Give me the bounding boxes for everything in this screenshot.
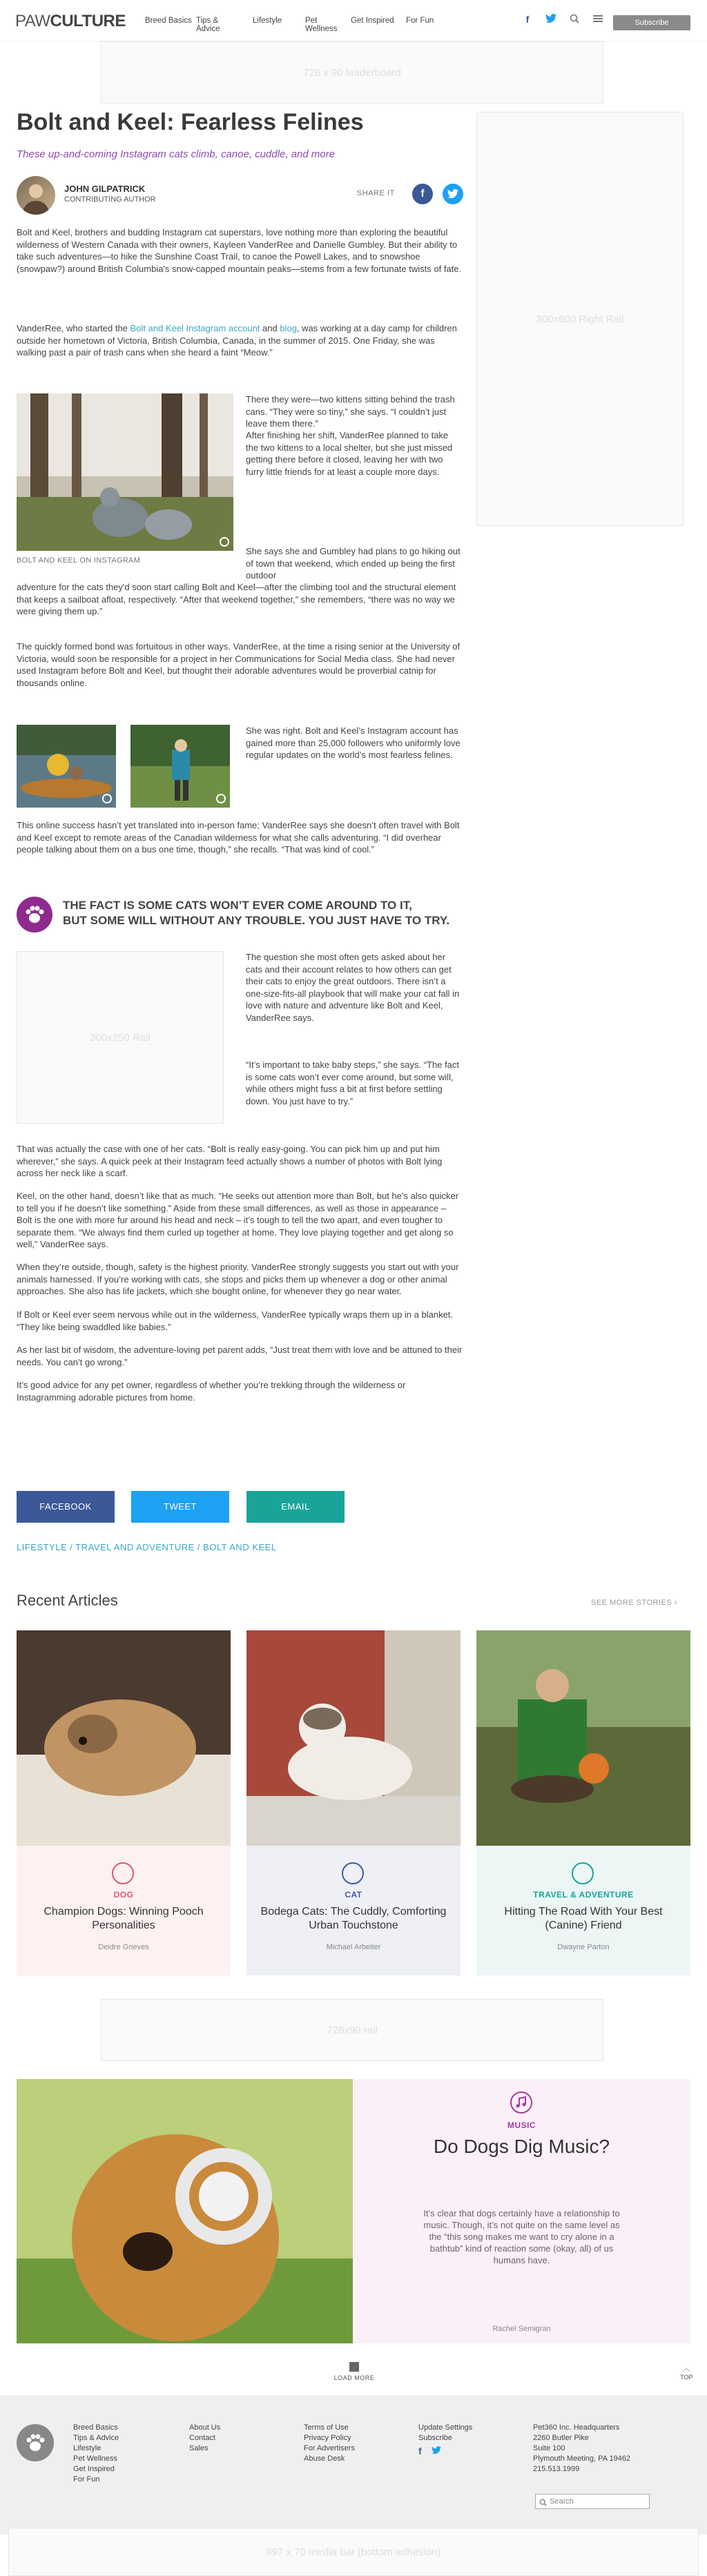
search-placeholder: Search (550, 2497, 574, 2506)
card-image[interactable] (17, 1630, 231, 1846)
back-to-top-button[interactable] (680, 2362, 693, 2381)
zoom-icon[interactable] (220, 537, 229, 547)
nav-pet-wellness[interactable]: Pet Wellness (305, 17, 338, 33)
card-category: DOG (113, 1890, 134, 1900)
paragraph-11: That was actually the case with one of her cats. “Bolt is really easy-going. You can pick him up and put him wherever,” she says. A quick peek at their Instagram feed actually shows a number of photos with Bolt lying across her neck like a scarf. (17, 1144, 443, 1178)
footer-link[interactable]: Subscribe (418, 2434, 452, 2442)
article-title: Bolt and Keel: Fearless Felines (17, 109, 364, 135)
footer-link[interactable]: Contact (189, 2434, 215, 2442)
cats-forest-photo[interactable] (17, 393, 233, 551)
card-title[interactable]: Champion Dogs: Winning Pooch Personalities (43, 1906, 204, 1931)
paragraph-16: It’s good advice for any pet owner, regardless of whether you’re trekking through the wilderness or Instagramming adorable pictures from home. (17, 1380, 406, 1403)
share-facebook-icon[interactable]: f (412, 184, 433, 204)
recent-card-dog[interactable] (17, 1630, 231, 1975)
paragraph-13: When they’re outside, though, safety is the highest priority. VanderRee strongly suggests you start out with your animals harnessed. If you’re working with cats, she stops and picks them up whenever a dog or other animal approaches. She also has life jackets, which she bought online, for whenever they go near water. (17, 1262, 459, 1296)
address-line: Pet360 Inc. Headquarters (533, 2423, 620, 2432)
twitter-icon[interactable] (545, 14, 556, 25)
address-line: 2260 Butler Pike (533, 2434, 589, 2442)
card-footer (476, 1846, 690, 1975)
card-image[interactable] (246, 1630, 461, 1846)
footer-link[interactable]: Get Inspired (73, 2465, 115, 2473)
footer-link[interactable]: Terms of Use (304, 2423, 349, 2432)
paragraph-9: The question she most often gets asked about her cats and their account relates to how others can get their cats to enjoy the great outdoors. There isn’t a one-size-fits-all playbook that will make your cat fall in love with nature and adventure like Bolt and Keel, VanderRee says. (246, 952, 460, 1023)
share-twitter-icon[interactable] (443, 184, 463, 204)
main-nav (145, 17, 440, 33)
address-line: Suite 100 (533, 2444, 565, 2452)
recent-card-cat[interactable] (246, 1630, 461, 1975)
p2-text-a: VanderRee, who started the (17, 323, 130, 333)
pull-quote-text (63, 898, 449, 928)
subscribe-button[interactable]: Subscribe (613, 15, 690, 30)
card-category: TRAVEL & ADVENTURE (533, 1890, 634, 1900)
zoom-icon[interactable] (216, 794, 226, 803)
footer-search-input[interactable] (535, 2494, 650, 2509)
logo-bold: CULTURE (50, 12, 126, 30)
paragraph-5b: adventure for the cats they'd soon start calling Bolt and Keel—after the climbing tool and the structural element that keeps a sailboat afloat, respectively. “After that weekend together,” she remembers, “there was no way we were giving them up.” (17, 582, 456, 616)
author-avatar[interactable] (17, 176, 55, 215)
author-role: CONTRIBUTING AUTHOR (64, 195, 156, 204)
paragraph-7: She was right. Bolt and Keel’s Instagram account has gained more than 25,000 followers who uniformly love regular updates on the world’s most fearless felines. (246, 725, 461, 760)
footer-link[interactable]: Pet Wellness (73, 2455, 117, 2463)
site-logo[interactable] (15, 12, 126, 31)
article-subtitle: These up-and-coming Instagram cats climb, canoe, cuddle, and more (17, 148, 336, 160)
site-footer (0, 2395, 707, 2535)
article-tags[interactable]: LIFESTYLE / TRAVEL AND ADVENTURE / BOLT AND KEEL (17, 1542, 277, 1552)
email-share-button[interactable]: EMAIL (246, 1491, 345, 1523)
blog-link[interactable]: blog (280, 323, 297, 333)
paragraph-4: After finishing her shift, VanderRee planned to take the two kittens to a local shelter, but she just missed getting there before it closed, leaving her with two furry little friends for at least a couple more days. (246, 430, 453, 477)
tweet-button[interactable]: TWEET (131, 1491, 229, 1523)
card-image[interactable] (476, 1630, 690, 1846)
nav-lifestyle[interactable]: Lifestyle (253, 17, 282, 25)
dog-icon (112, 1862, 134, 1884)
leaderboard-ad[interactable]: 728 x 90 leaderboard (101, 41, 603, 104)
paragraph-5a: She says she and Gumbley had plans to go hiking out of town that weekend, which ended up being the first outdoor (246, 546, 461, 580)
footer-link[interactable]: Abuse Desk (304, 2455, 345, 2463)
feature-dog-headphones-image[interactable] (17, 2079, 353, 2343)
recent-articles-title: Recent Articles (17, 1592, 118, 1609)
card-category: CAT (345, 1890, 362, 1900)
pull-quote-line-1: THE FACT IS SOME CATS WON’T EVER COME AROUND TO IT, (63, 899, 412, 912)
paragraph-10: “It’s important to take baby steps,” she says. “The fact is some cats won’t ever come around, but some will, while others might fuss a bit at first before settling down. You just have to try.” (246, 1060, 460, 1106)
share-label: SHARE IT (357, 189, 395, 197)
footer-link[interactable]: Lifestyle (73, 2444, 101, 2452)
footer-facebook-icon[interactable]: f (418, 2446, 422, 2457)
rail-728x90-ad[interactable]: 728x90 rail (101, 1999, 603, 2061)
card-title[interactable]: Hitting The Road With Your Best (Canine) Friend (504, 1906, 663, 1931)
footer-link[interactable]: Breed Basics (73, 2423, 118, 2432)
pull-quote-line-2: BUT SOME WILL WITHOUT ANY TROUBLE. YOU JUST HAVE TO TRY. (63, 914, 450, 927)
card-footer (17, 1846, 231, 1975)
load-more-label: LOAD MORE (333, 2374, 375, 2381)
media-bar-ad[interactable]: 997 x 70 media bar (bottom adhesion) (8, 2528, 699, 2576)
menu-icon[interactable] (592, 14, 603, 25)
download-icon (349, 2362, 359, 2372)
to-top-label: TOP (680, 2374, 693, 2381)
nav-breed-basics[interactable]: Breed Basics (145, 17, 192, 25)
footer-link[interactable]: Update Settings (418, 2423, 473, 2432)
recent-card-travel[interactable] (476, 1630, 690, 1975)
site-header (0, 0, 707, 41)
card-author: Deidre Grieves (98, 1943, 149, 1951)
feature-panel (353, 2079, 690, 2343)
footer-nav-column (73, 2423, 119, 2485)
author-name[interactable]: JOHN GILPATRICK (64, 184, 146, 194)
search-icon[interactable] (569, 14, 580, 25)
card-footer (246, 1846, 461, 1975)
zoom-icon[interactable] (102, 794, 112, 803)
canoe-photo[interactable] (17, 725, 116, 808)
footer-paw-logo[interactable] (17, 2424, 54, 2461)
photo-caption: BOLT AND KEEL ON INSTAGRAM (17, 556, 141, 565)
feature-text: It’s clear that dogs certainly have a relationship to music. Though, it’s not quite on the same level as the “this song makes me want to cry alone in a bathtub” kind of reaction some (okay, all) of us humans have. (423, 2208, 620, 2265)
nav-for-fun[interactable]: For Fun (406, 17, 434, 25)
music-icon (510, 2091, 532, 2114)
hiking-photo[interactable] (130, 725, 230, 808)
logo-light: PAW (15, 12, 50, 30)
p2-text-b: and (260, 323, 280, 333)
footer-link[interactable]: About Us (189, 2423, 221, 2432)
search-icon (539, 2497, 547, 2511)
instagram-account-link[interactable]: Bolt and Keel Instagram account (130, 323, 260, 333)
see-more-stories-link[interactable]: SEE MORE STORIES › (591, 1599, 677, 1607)
facebook-icon[interactable]: f (525, 14, 530, 25)
footer-link[interactable]: Privacy Policy (304, 2434, 351, 2442)
right-rail-ad[interactable]: 300x600 Right Rail (476, 112, 684, 526)
address-line: Plymouth Meeting, PA 19462 (533, 2455, 631, 2463)
paragraph-6: The quickly formed bond was fortuitous in other ways. VanderRee, at the time a rising senior at the University of Victoria, would soon be responsible for a project in her Communications for Social Media class. She had never used Instagram before Bolt and Keel, but thought their adorable adventures would be proverbial catnip for thousands online. (17, 641, 461, 688)
feature-title[interactable]: Do Dogs Dig Music? (433, 2136, 610, 2157)
p2-text-c: , was working at a day camp for children outside her hometown of Victoria, British Columbia, Canada, in the summer of 2015. One Friday, she was walking past a pair of trash cans when she heard a faint “Meow.” (17, 323, 457, 358)
card-author: Michael Arbeiter (326, 1943, 381, 1951)
footer-twitter-icon[interactable] (432, 2446, 441, 2458)
rail-300x250-ad[interactable]: 300x250 Rail (17, 951, 224, 1124)
footer-link[interactable]: Sales (189, 2444, 209, 2452)
load-more-button[interactable] (330, 2362, 378, 2381)
footer-settings-column (418, 2423, 472, 2458)
nav-tips-advice[interactable]: Tips & Advice (196, 17, 220, 33)
cat-icon (342, 1862, 364, 1884)
nav-get-inspired[interactable]: Get Inspired (351, 17, 394, 25)
footer-link[interactable]: For Fun (73, 2475, 100, 2484)
chevron-up-icon: ︿ (682, 2363, 691, 2373)
paragraph-12: Keel, on the other hand, doesn’t like that as much. “He seeks out attention more than Bolt, but he’s also quicker to tell you if he doesn’t like something.” Aside from these small differences, as well as those in appearance – Bolt is the one with more fur around his head and neck – it’s tough to tell the two apart, and even tougher to separate them. “We always find them curled up together at home. They love playing together and get along so well,” VanderRee says. (17, 1191, 459, 1249)
footer-legal-column (304, 2423, 355, 2464)
address-line: 215.513.1999 (533, 2465, 580, 2473)
feature-author: Rachel Semigran (492, 2325, 551, 2333)
footer-company-column (189, 2423, 220, 2454)
pull-quote (17, 894, 472, 935)
paragraph-3: There they were—two kittens sitting behind the trash cans. “They were so tiny,” she says. “I couldn’t just leave them there.” (246, 394, 455, 429)
paragraph-15: As her last bit of wisdom, the adventure-loving pet parent adds, “Just treat them with love and be attuned to their needs. You can’t go wrong.” (17, 1345, 463, 1367)
paragraph-1: Bolt and Keel, brothers and budding Instagram cat superstars, love nothing more than exploring the beautiful wilderness of Western Canada with their owners, Kayleen VanderRee and Danielle Gumbley. But their ability to take such adventures—to hike the Sunshine Coast Trail, to canoe the Powell Lakes, and to snowshoe (snowpaw?) around British Columbia's snow-capped mountain peaks—stems from a few fortunate twists of fate. (17, 227, 462, 274)
paragraph-14: If Bolt or Keel ever seem nervous while out in the wilderness, VanderRee typically wraps them up in a blanket. “They like being swaddled like babies.” (17, 1309, 454, 1332)
card-title[interactable]: Bodega Cats: The Cuddly, Comforting Urban Touchstone (260, 1906, 447, 1931)
facebook-share-button[interactable]: FACEBOOK (17, 1491, 115, 1523)
footer-link[interactable]: For Advertisers (304, 2444, 355, 2452)
compass-icon (572, 1862, 594, 1884)
header-icons (522, 14, 603, 25)
card-author: Dwayne Parton (557, 1943, 610, 1951)
paragraph-8: This online success hasn’t yet translated into in-person fame; VanderRee says she doesn’t often travel with Bolt and Keel except to remote areas of the Canadian wilderness for what she calls adventuring. “I did overhear people talking about them on a bus one time, though,” she recalls. “That was kind of cool.” (17, 820, 460, 855)
paragraph-2 (17, 322, 463, 359)
feature-category: MUSIC (507, 2120, 536, 2130)
paw-icon (17, 897, 52, 933)
footer-address (533, 2423, 630, 2475)
footer-link[interactable]: Tips & Advice (73, 2434, 119, 2442)
